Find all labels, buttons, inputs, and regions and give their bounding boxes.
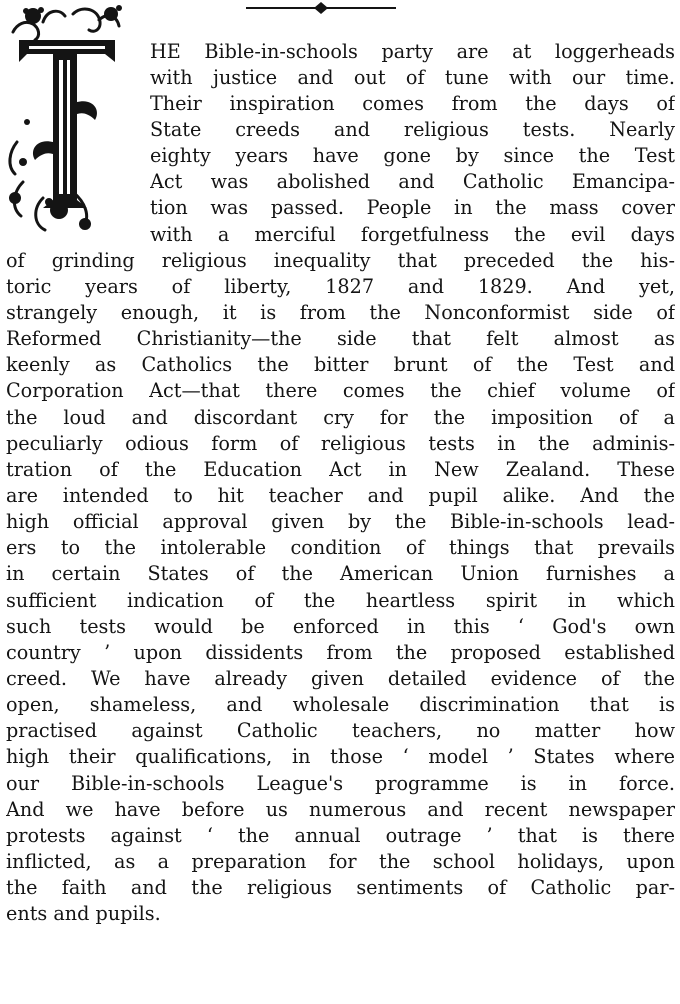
article-line: inflicted, as a preparation for the school holidays, upon [6,850,675,873]
article-line: toric years of liberty, 1827 and 1829. And yet, [6,275,675,298]
article-line: creed. We have already given detailed evidence of the [6,667,675,690]
article-line: keenly as Catholics the bitter brunt of the Test and [6,353,675,376]
article-line: with a merciful forgetfulness the evil days [150,223,675,246]
article-line: with justice and out of tune with our time. [150,66,675,89]
article-line: ents and pupils. [6,902,161,925]
article-line: are intended to hit teacher and pupil alike. And the [6,484,675,507]
article-line: sufficient indication of the heartless spirit in which [6,589,675,612]
article-line: Reformed Christianity—the side that felt almost as [6,327,675,350]
article-line: Their inspiration comes from the days of [150,92,675,115]
article-line: the faith and the religious sentiments of Catholic par- [6,876,675,899]
article-line: eighty years have gone by since the Test [150,144,675,167]
article-line: HE Bible-in-schools party are at loggerheads [150,40,675,63]
article-line: peculiarly odious form of religious tests in the adminis- [6,432,675,455]
article-line: country ’ upon dissidents from the proposed established [6,641,675,664]
article-line: State creeds and religious tests. Nearly [150,118,675,141]
article-line: ers to the intolerable condition of things that prevails [6,536,675,559]
ornamental-drop-cap-t-icon [3,2,129,238]
article-line: tration of the Education Act in New Zealand. These [6,458,675,481]
article-line: of grinding religious inequality that preceded the his- [6,249,675,272]
article-line: open, shameless, and wholesale discrimination that is [6,693,675,716]
article-line: tion was passed. People in the mass cover [150,196,675,219]
article-line: strangely enough, it is from the Nonconformist side of [6,301,675,324]
article-line: protests against ‘ the annual outrage ’ that is there [6,824,675,847]
article-line: Act was abolished and Catholic Emancipa- [150,170,675,193]
article-line: such tests would be enforced in this ‘ God's own [6,615,675,638]
article-line: high their qualifications, in those ‘ model ’ States where [6,745,675,768]
article-line: high official approval given by the Bible-in-schools lead- [6,510,675,533]
header-ornament-rule [246,1,396,15]
article-line: the loud and discordant cry for the imposition of a [6,406,675,429]
article-line: Corporation Act—that there comes the chief volume of [6,379,675,402]
article-line: our Bible-in-schools League's programme is in force. [6,772,675,795]
article-line: practised against Catholic teachers, no matter how [6,719,675,742]
article-line: And we have before us numerous and recent newspaper [6,798,675,821]
article-line: in certain States of the American Union furnishes a [6,562,675,585]
